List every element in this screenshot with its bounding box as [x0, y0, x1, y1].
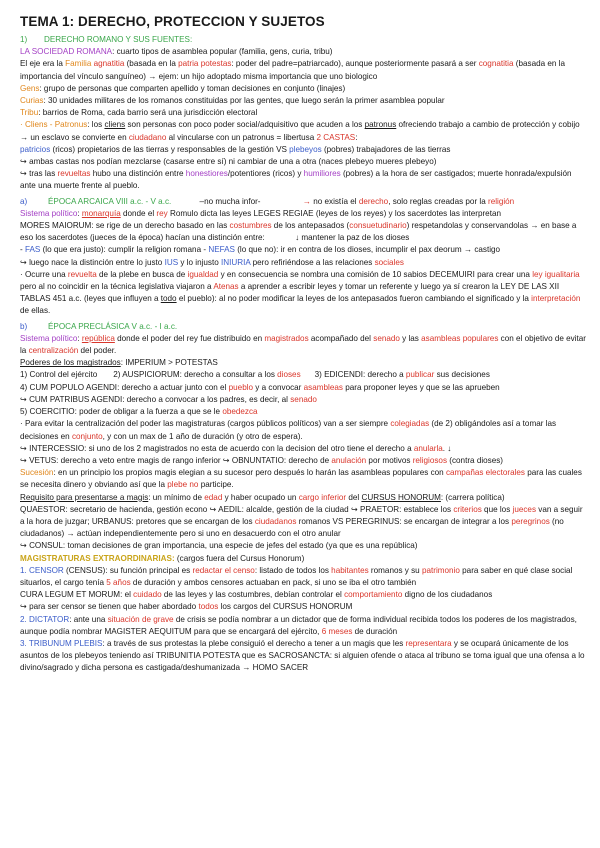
- fas-nefas-paragraph: - FAS (lo que era justo): cumplir la religion romana - NEFAS (lo que no): ir en contra de los dioses, incumplir el pax deorum → castigo: [20, 245, 501, 255]
- gens-paragraph: Gens: grupo de personas que comparten apellido y toman decisiones en conjunto (linajes): [20, 83, 346, 93]
- poderes-heading: Poderes de los magistrados: IMPERIUM > POTESTAS: [20, 358, 218, 368]
- tribunum-plebis-paragraph: 3. TRIBUNUM PLEBIS: a través de sus protestas la plebe consiguió el derecho a tener a un magis que les representara y se ocupará únicamente de los asuntos de los plebeyos teniendo así TRIBUNITIA POTESTA que es SACROSANCTA: si alguien ofende o ataca al tribuno se toma igual que una ofensa a lo divino/sagrado y dicha persona es castigada/deshumanizada → HOMO SACER: [20, 638, 585, 673]
- sucesion-paragraph: Sucesión: en un principio los propios magis elegian a su sucesor pero después lo harán las asambleas populares con campañas electorales para las cuales se necesita dinero y obviando así que la plebe no participe.: [20, 468, 582, 490]
- decemuiri-paragraph: · Ocurre una revuelta de la plebe en busca de igualdad y en consecuencia se nombra una comisión de 10 sabios DECEMUIRI para crear una ley igualitaria pero al no coincidir en la técnica legislativa viajaron a Atenas a aprender a escribir leyes y tomar un referente y luego ya sí crearon la LEY DE LAS XII TABLAS 451 a.c. (leyes que influyen a todo el pueblo): al no poder modificar la leyes de los antepasados fueron cambiando el significado y la interpretación de ellas.: [20, 269, 581, 316]
- vetus-line: ↪ VETUS: derecho a veto entre magis de rango inferior ↪ OBNUNTATIO: derecho de anulación por motivos religiosos (contra dioses): [20, 455, 504, 465]
- sistema-politico-a: Sistema político: monarquía donde el rey Romulo dicta las leyes LEGES REGIAE (leyes de los reyes) y los sacerdotes las interpretan: [20, 208, 501, 218]
- ius-iniuria-paragraph: ↪ luego nace la distinción entre lo justo IUS y lo injusto INIURIA pero refiriéndose a las relaciones sociales: [20, 257, 404, 267]
- censor-requirement-line: ↪ para ser censor se tienen que haber abordado todos los cargos del CURSUS HONORUM: [20, 602, 353, 612]
- magistraturas-extra-heading: MAGISTRATURAS EXTRAORDINARIAS: (cargos fuera del Cursus Honorum): [20, 553, 305, 563]
- poderes-1-3: 1) Control del ejército 2) AUSPICIORUM: derecho a consultar a los dioses 3) EDICENDI: derecho a publicar sus decisiones: [20, 370, 490, 380]
- tribu-paragraph: Tribu: barrios de Roma, cada barrio será una jurisdicción electoral: [20, 108, 258, 118]
- ambas-castas-line: ↪ ambas castas nos podían mezclarse (casarse entre sí) ni cambiar de una a otra (naces plebeyo mueres plebeyo): [20, 157, 437, 167]
- consul-line: ↪ CONSUL: toman decisiones de gran importancia, una especie de jefes del estado (ya que es una república): [20, 541, 418, 551]
- requisito-paragraph: Requisito para presentarse a magis: un mínimo de edad y haber ocupado un cargo inferior del CURSUS HONORUM: (carrera política): [20, 492, 505, 502]
- intercessio-line: ↪ INTERCESSIO: si uno de los 2 magistrados no esta de acuerdo con la decision del otro tiene el derecho a anularla. ↓: [20, 443, 452, 453]
- eje-paragraph: El eje era la Familia agnatitia (basada en la patria potestas: poder del padre=patriarcado), aunque posteriormente pasará a ser cognatitia (basada en la importancia del vínculo sanguíneo) → ejem: un hijo adoptado misma importancia que uno biologico: [20, 59, 565, 81]
- section-b-heading: b) ÉPOCA PRECLÁSICA V a.c. - I a.c.: [20, 321, 178, 331]
- dictator-paragraph: 2. DICTATOR: ante una situación de grave de crisis se podía nombrar a un dictador que de forma individual recibida todos los poderes de los magistrados, aunque podía nombrar MAGISTER AEQUITUM para que se encargará del ejército, 6 meses de duración: [20, 614, 577, 636]
- cliens-paragraph: · Cliens - Patronus: los cliens son personas con poco poder social/adquisitivo que acuden a los patronus ofreciendo trabajo a cambio de protección y cobijo → un esclavo se convierte en ciudadano al vincularse con un patronus = libertusa 2 CASTAS:: [20, 120, 580, 142]
- document-page: [20, 14, 586, 675]
- sistema-politico-b: Sistema político: república donde el poder del rey fue distribuido en magistrados acompañado del senado y las asambleas populares con el objetivo de evitar la centralización del poder.: [20, 333, 587, 356]
- censor-paragraph: 1. CENSOR (CENSUS): su función principal es redactar el censo: listado de todos los habitantes romanos y su patrimonio para saber en qué clase social situarlos, el cargo tenía 5 años de duración y ambos censores actuaban en pack, si uno se iba el otro también: [20, 565, 573, 587]
- sociedad-romana-paragraph: LA SOCIEDAD ROMANA: cuarto tipos de asamblea popular (familia, gens, curia, tribu): [20, 47, 333, 57]
- poder-4: 4) CUM POPULO AGENDI: derecho a actuar junto con el pueblo y a convocar asambleas para proponer leyes y que se las aprueben: [20, 382, 500, 392]
- poder-5: 5) COERCITIO: poder de obligar a la fuerza a que se le obedezca: [20, 407, 258, 417]
- section-a-heading: a) ÉPOCA ARCAICA VIII a.c. - V a.c. –no mucha infor- → no existía el derecho, solo reglas creadas por la religión: [20, 196, 515, 206]
- poder-4b: ↪ CUM PATRIBUS AGENDI: derecho a convocar a los padres, es decir, al senado: [20, 394, 317, 404]
- curias-paragraph: Curias: 30 unidades militares de los romanos constituidas por las gentes, que luego serán la primer asamblea popular: [20, 96, 445, 106]
- section-1-heading: 1) DERECHO ROMANO Y SUS FUENTES:: [20, 35, 193, 44]
- patricios-paragraph: patricios (ricos) propietarios de las tierras y responsables de la gestión VS plebeyos (pobres) trabajadores de las tierras: [20, 144, 451, 154]
- colegiadas-paragraph: · Para evitar la centralización del poder las magistraturas (cargos públicos políticos) van a ser siempre colegiadas (de 2) obligándoles así a tomar las decisiones en conjunto, y con un max de 1 año de duración (y otro de espera).: [20, 419, 557, 441]
- cura-legum-paragraph: CURA LEGUM ET MORUM: el cuidado de las leyes y las costumbres, debían controlar el comportamiento digno de los ciudadanos: [20, 590, 493, 600]
- page-title: TEMA 1: DERECHO, PROTECCION Y SUJETOS: [20, 14, 325, 29]
- revueltas-paragraph: ↪ tras las revueltas hubo una distinción entre honestiores/potentiores (ricos) y humiliores (pobres) a la hora de ser castigados; muerte honrada/expulsión ante una muerte frente al pueblo.: [20, 169, 572, 191]
- mores-maiorum-paragraph: MORES MAIORUM: se rige de un derecho basado en las costumbres de los antepasados (consuetudinario) respetandolas y conservandolas → en base a eso los sacerdotes (jueces de la época) hacían una distinción entre: ↓ mantener la paz de los dioses: [20, 221, 577, 243]
- quaestor-paragraph: QUAESTOR: secretario de hacienda, gestión econo ↪ AEDIL: alcalde, gestión de la ciudad ↪ PRAETOR: establece los criterios que los jueces van a seguir a la hora de juzgar; URBANUS: pretores que se encargan de los ciudadanos romanos VS PEREGRINUS: se encargan de integrar a los peregrinos (no ciudadanos) → actúan independientemente pero si uno en desacuerdo con el otro anular: [20, 504, 583, 539]
